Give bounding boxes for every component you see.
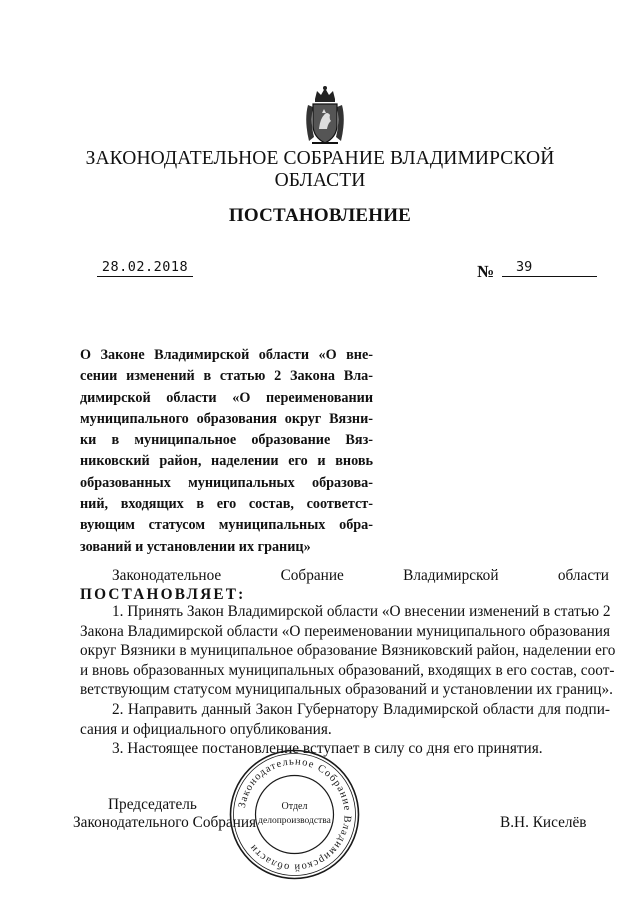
item-line: округ Вязники в муниципальное образование Вязниковский район, наделении его — [80, 642, 616, 660]
decree-word: ПОСТАНОВЛЯЕТ: — [80, 586, 246, 603]
svg-text:Законодательное Собрание Влади — [237, 756, 353, 872]
decree-item-1 — [80, 602, 616, 700]
item-line: и вновь образованных муниципальных образований, входящих в его состав, соот- — [80, 661, 615, 679]
item-line: 3. Настоящее постановление вступает в силу со дня его принятия. — [112, 740, 543, 758]
stamp-ring-text: Законодательное Собрание Владимирской области — [236, 756, 353, 873]
item-line: 2. Направить данный Закон Губернатору Владимирской области для подпи- — [112, 700, 610, 718]
item-line: сания и официального опубликования. — [80, 720, 332, 738]
item-line: Закона Владимирской области «О переименовании муниципального образования — [80, 622, 611, 640]
subject-line: образованных муниципальных образова- — [80, 474, 373, 491]
signatory-title-line2: Законодательного Собрания — [73, 814, 257, 831]
document-type-heading: ПОСТАНОВЛЕНИЕ — [228, 205, 412, 226]
document-number: 39 — [516, 259, 533, 275]
subject-line: никовский район, наделении его и вновь — [80, 453, 373, 470]
subject-line: О Законе Владимирской области «О вне- — [80, 347, 373, 363]
stamp-center-line2: делопроизводства — [258, 816, 331, 826]
subject-line: димирской области «О переименовании — [80, 389, 373, 406]
subject-line: муниципального образования округ Вязни- — [80, 410, 373, 427]
organization-title: ЗАКОНОДАТЕЛЬНОЕ СОБРАНИЕ ВЛАДИМИРСКОЙ ОБЛАСТИ — [85, 148, 555, 191]
signatory-title-line1: Председатель — [108, 796, 197, 813]
preamble-word: Законодательное — [112, 567, 222, 584]
subject-line: ки в муниципальное образование Вяз- — [80, 432, 373, 449]
decree-item-2 — [80, 700, 610, 739]
number-sign: № — [477, 262, 495, 281]
item-line: 1. Принять Закон Владимирской области «О внесении изменений в статью 2 — [112, 603, 611, 620]
subject-line: сении изменений в статью 2 Закона Вла- — [80, 368, 373, 385]
item-line: ветствующим статусом муниципальных образований и установлении их границ». — [80, 681, 613, 699]
coat-of-arms-icon — [300, 85, 350, 147]
preamble-word: области — [557, 567, 609, 584]
decree-body — [80, 602, 616, 759]
preamble — [112, 566, 609, 586]
official-stamp — [228, 748, 361, 881]
stamp-center-line1: Отдел — [281, 801, 308, 812]
signatory-name: В.Н. Киселёв — [500, 814, 587, 831]
preamble-word: Владимирской — [403, 567, 499, 584]
preamble-word: Собрание — [280, 567, 344, 584]
subject-line: вующим статусом муниципальных обра- — [80, 517, 373, 534]
document-subject — [80, 345, 373, 558]
subject-line: ний, входящих в его состав, соответст- — [80, 496, 373, 513]
subject-line: зований и установлении их границ» — [80, 538, 311, 555]
document-date: 28.02.2018 — [97, 259, 193, 277]
